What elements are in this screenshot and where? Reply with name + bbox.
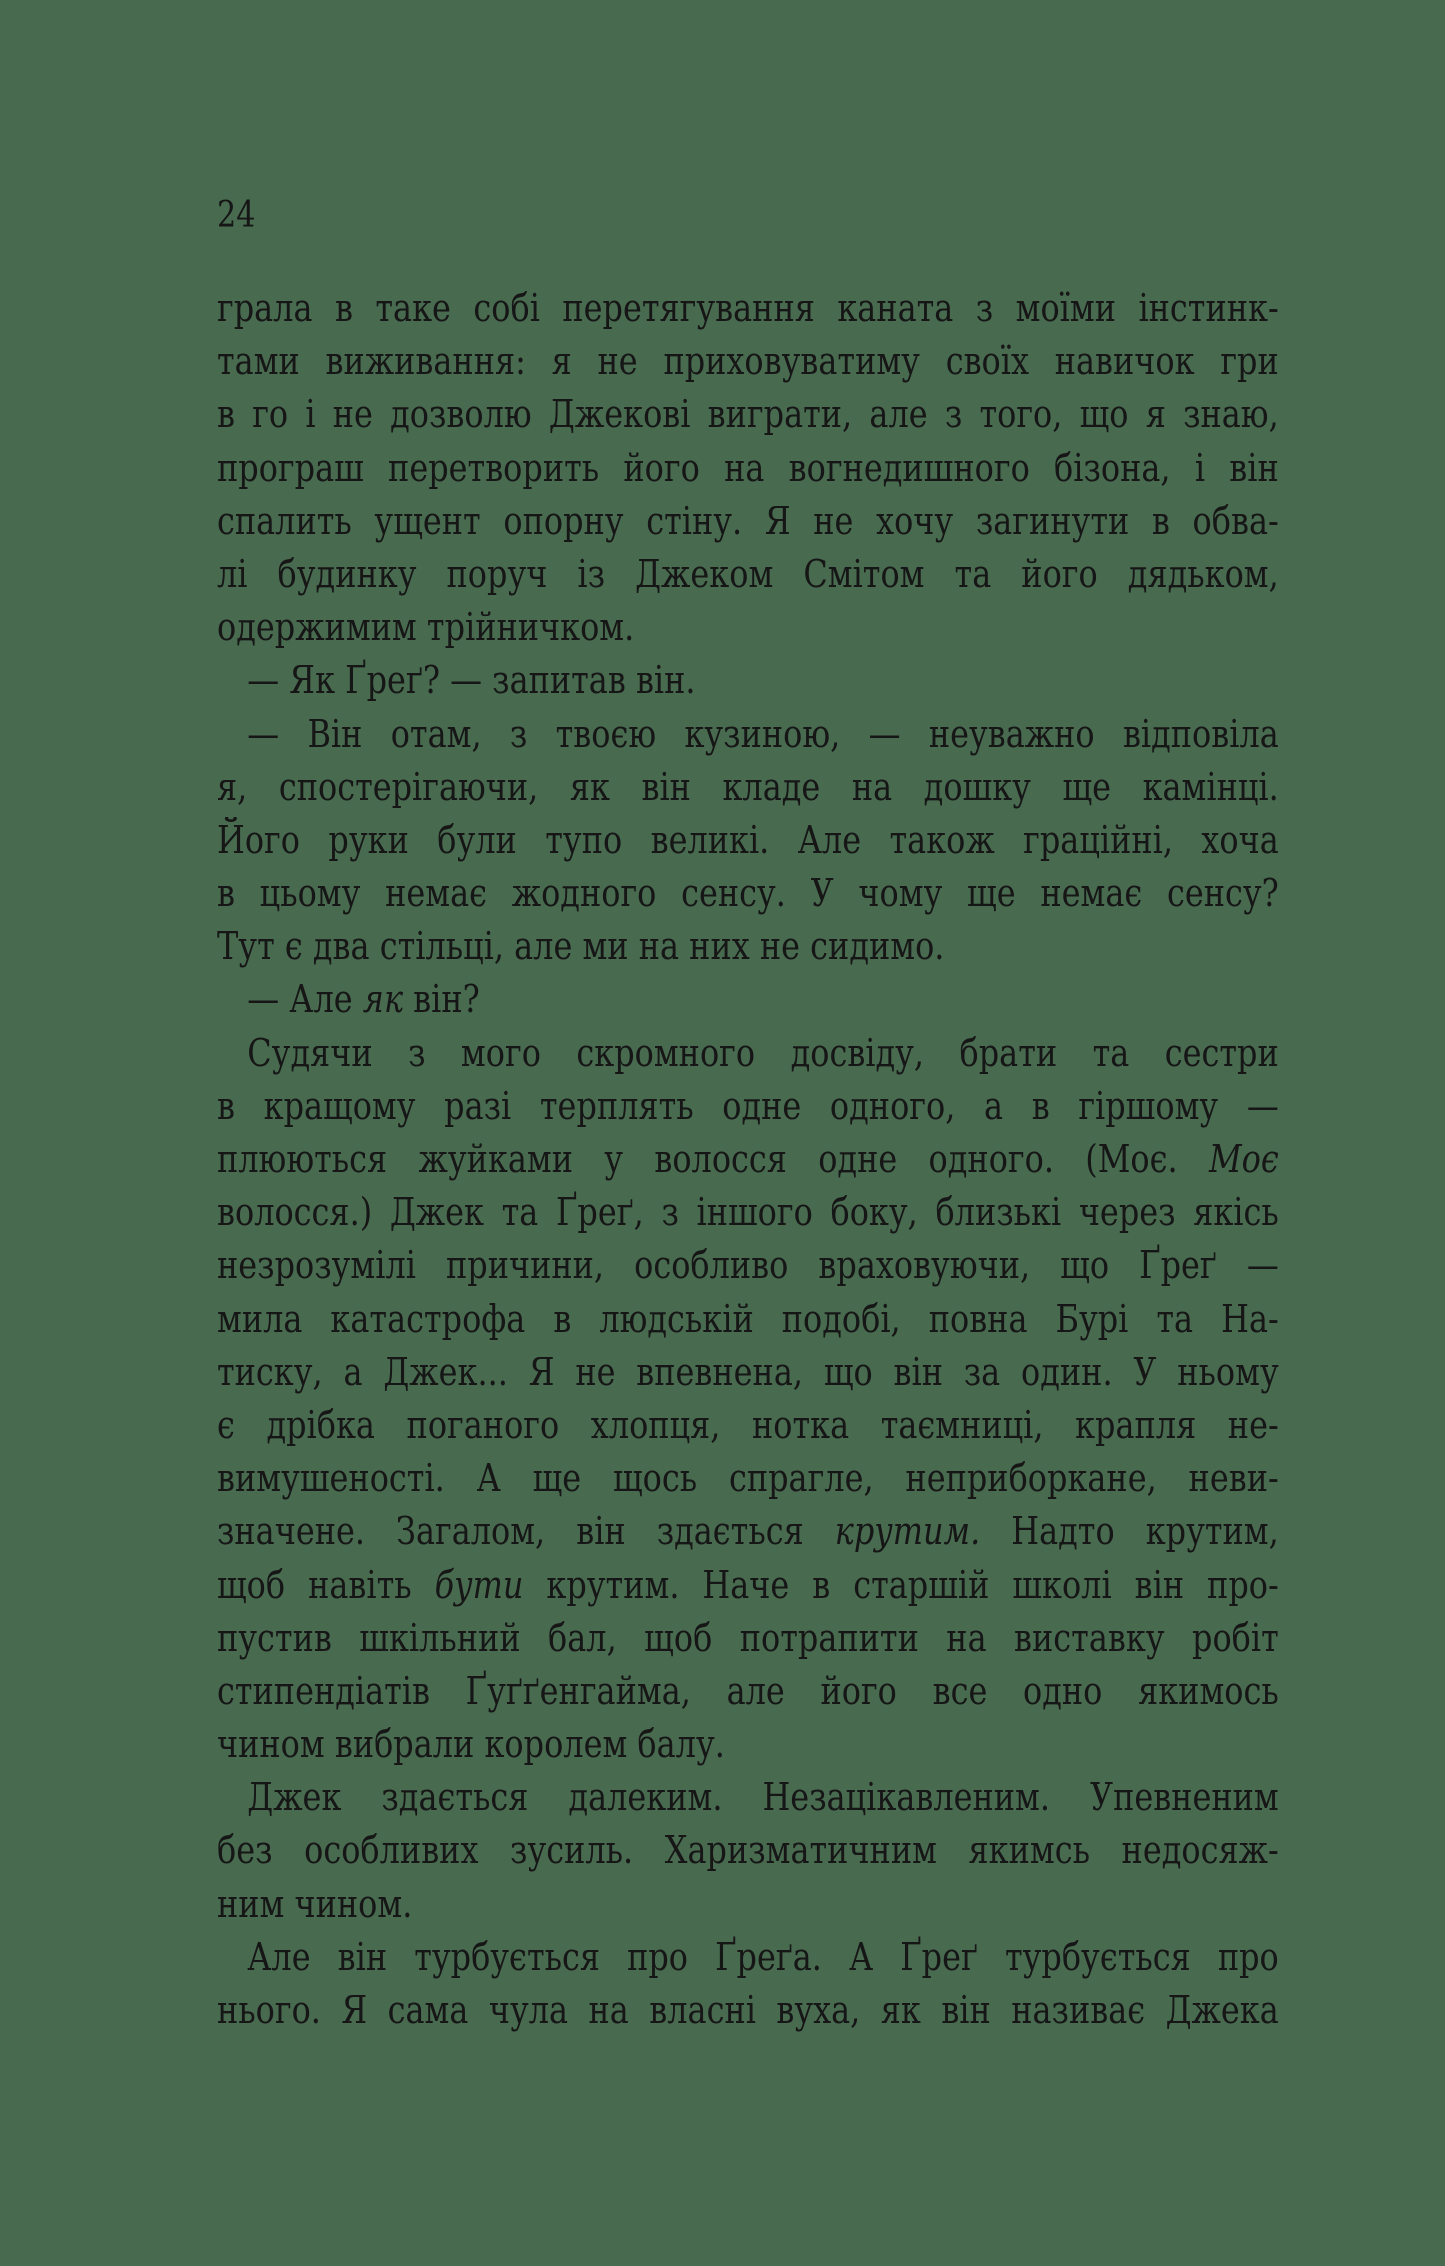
text-line — [217, 1931, 1279, 1984]
text-segment: Судячи з мого скромного досвіду, брати та сестри — [247, 1030, 1279, 1075]
text-line — [217, 1984, 1279, 2037]
text-line — [217, 1080, 1279, 1133]
text-line — [217, 1293, 1279, 1346]
text-line — [217, 1559, 1279, 1612]
text-line — [217, 1452, 1279, 1505]
text-segment: лі будинку поруч із Джеком Смітом та його дядьком, — [217, 551, 1279, 596]
text-line — [217, 1878, 1279, 1931]
text-segment: крутим. Наче в старшій школі він про- — [523, 1562, 1279, 1607]
text-line — [217, 1133, 1279, 1186]
text-segment: спалить ущент опорну стіну. Я не хочу загинути в обва- — [217, 498, 1279, 543]
text-line — [217, 388, 1279, 441]
text-segment: ним чином. — [217, 1881, 413, 1926]
text-line — [217, 1505, 1279, 1558]
text-segment: стипендіатів Ґуґґенгайма, але його все одно якимось — [217, 1668, 1279, 1713]
text-line — [217, 282, 1279, 335]
text-line — [217, 1718, 1279, 1771]
text-line — [217, 973, 1279, 1026]
text-line — [217, 1665, 1279, 1718]
text-line — [217, 708, 1279, 761]
text-line — [217, 1399, 1279, 1452]
page-number: 24 — [217, 195, 256, 236]
text-segment: пустив шкільний бал, щоб потрапити на виставку робіт — [217, 1615, 1279, 1660]
text-segment: тами виживання: я не приховуватиму своїх навичок гри — [217, 339, 1279, 384]
text-line — [217, 1771, 1279, 1824]
text-segment: Але він турбується про Ґреґа. А Ґреґ турбується про — [247, 1934, 1279, 1979]
text-line — [217, 654, 1279, 707]
text-segment: одержимим трійничком. — [217, 605, 635, 650]
text-line — [217, 920, 1279, 973]
text-line — [217, 1612, 1279, 1665]
text-line — [217, 335, 1279, 388]
text-line — [217, 548, 1279, 601]
text-line — [217, 1027, 1279, 1080]
text-segment: Тут є два стільці, але ми на них не сидимо. — [217, 924, 945, 969]
text-segment: — Як Ґреґ? — запитав він. — [247, 658, 696, 703]
text-line — [217, 1186, 1279, 1239]
text-segment: в кращому разі терплять одне одного, а в гіршому — — [217, 1083, 1279, 1128]
text-segment: Джек здається далеким. Незацікавленим. Упевненим — [247, 1775, 1279, 1820]
text-segment: в го і не дозволю Джекові виграти, але з того, що я знаю, — [217, 392, 1279, 437]
text-line — [217, 1239, 1279, 1292]
text-segment: програш перетворить його на вогнедишного бізона, і він — [217, 445, 1279, 490]
text-segment: нього. Я сама чула на власні вуха, як він називає Джека — [217, 1988, 1279, 2032]
text-segment: мила катастрофа в людській подобі, повна Бурі та На- — [217, 1296, 1279, 1341]
italic-text-segment: бути — [434, 1562, 524, 1607]
text-segment: є дрібка поганого хлопця, нотка таємниці, крапля не- — [217, 1402, 1279, 1447]
text-segment: волосся.) Джек та Ґреґ, з іншого боку, близькі через якісь — [217, 1190, 1279, 1235]
text-segment: грала в таке собі перетягування каната з моїми інстинк- — [217, 286, 1279, 330]
text-line — [217, 442, 1279, 495]
text-line — [217, 601, 1279, 654]
text-segment: вимушеності. А ще щось спрагле, неприборкане, неви- — [217, 1456, 1279, 1501]
text-line — [217, 814, 1279, 867]
italic-text-segment: Моє — [1208, 1137, 1279, 1181]
text-segment: плюються жуйками у волосся одне одного. (Моє. — [217, 1137, 1209, 1181]
text-column — [217, 282, 1279, 2037]
text-line — [217, 495, 1279, 548]
text-segment: щоб навіть — [217, 1562, 435, 1607]
text-segment: значене. Загалом, він здається — [217, 1509, 835, 1554]
text-segment: Надто крутим, — [980, 1509, 1279, 1554]
text-segment: — Він отам, з твоєю кузиною, — неуважно відповіла — [247, 711, 1279, 756]
italic-text-segment: крутим. — [834, 1509, 981, 1554]
text-line — [217, 867, 1279, 920]
text-segment: чином вибрали королем балу. — [217, 1722, 725, 1767]
text-segment: — Але — [247, 977, 363, 1022]
text-line — [217, 761, 1279, 814]
italic-text-segment: як — [362, 977, 404, 1022]
text-segment: без особливих зусиль. Харизматичним якимсь недосяж- — [217, 1828, 1279, 1873]
text-segment: Його руки були тупо великі. Але також граційні, хоча — [217, 817, 1279, 862]
text-segment: я, спостерігаючи, як він кладе на дошку ще камінці. — [217, 764, 1279, 809]
text-segment: незрозумілі причини, особливо враховуючи, що Ґреґ — — [217, 1243, 1279, 1288]
text-segment: він? — [403, 977, 480, 1022]
text-segment: тиску, а Джек... Я не впевнена, що він за один. У ньому — [217, 1349, 1279, 1394]
text-line — [217, 1824, 1279, 1877]
text-line — [217, 1346, 1279, 1399]
text-segment: в цьому немає жодного сенсу. У чому ще немає сенсу? — [217, 871, 1279, 916]
